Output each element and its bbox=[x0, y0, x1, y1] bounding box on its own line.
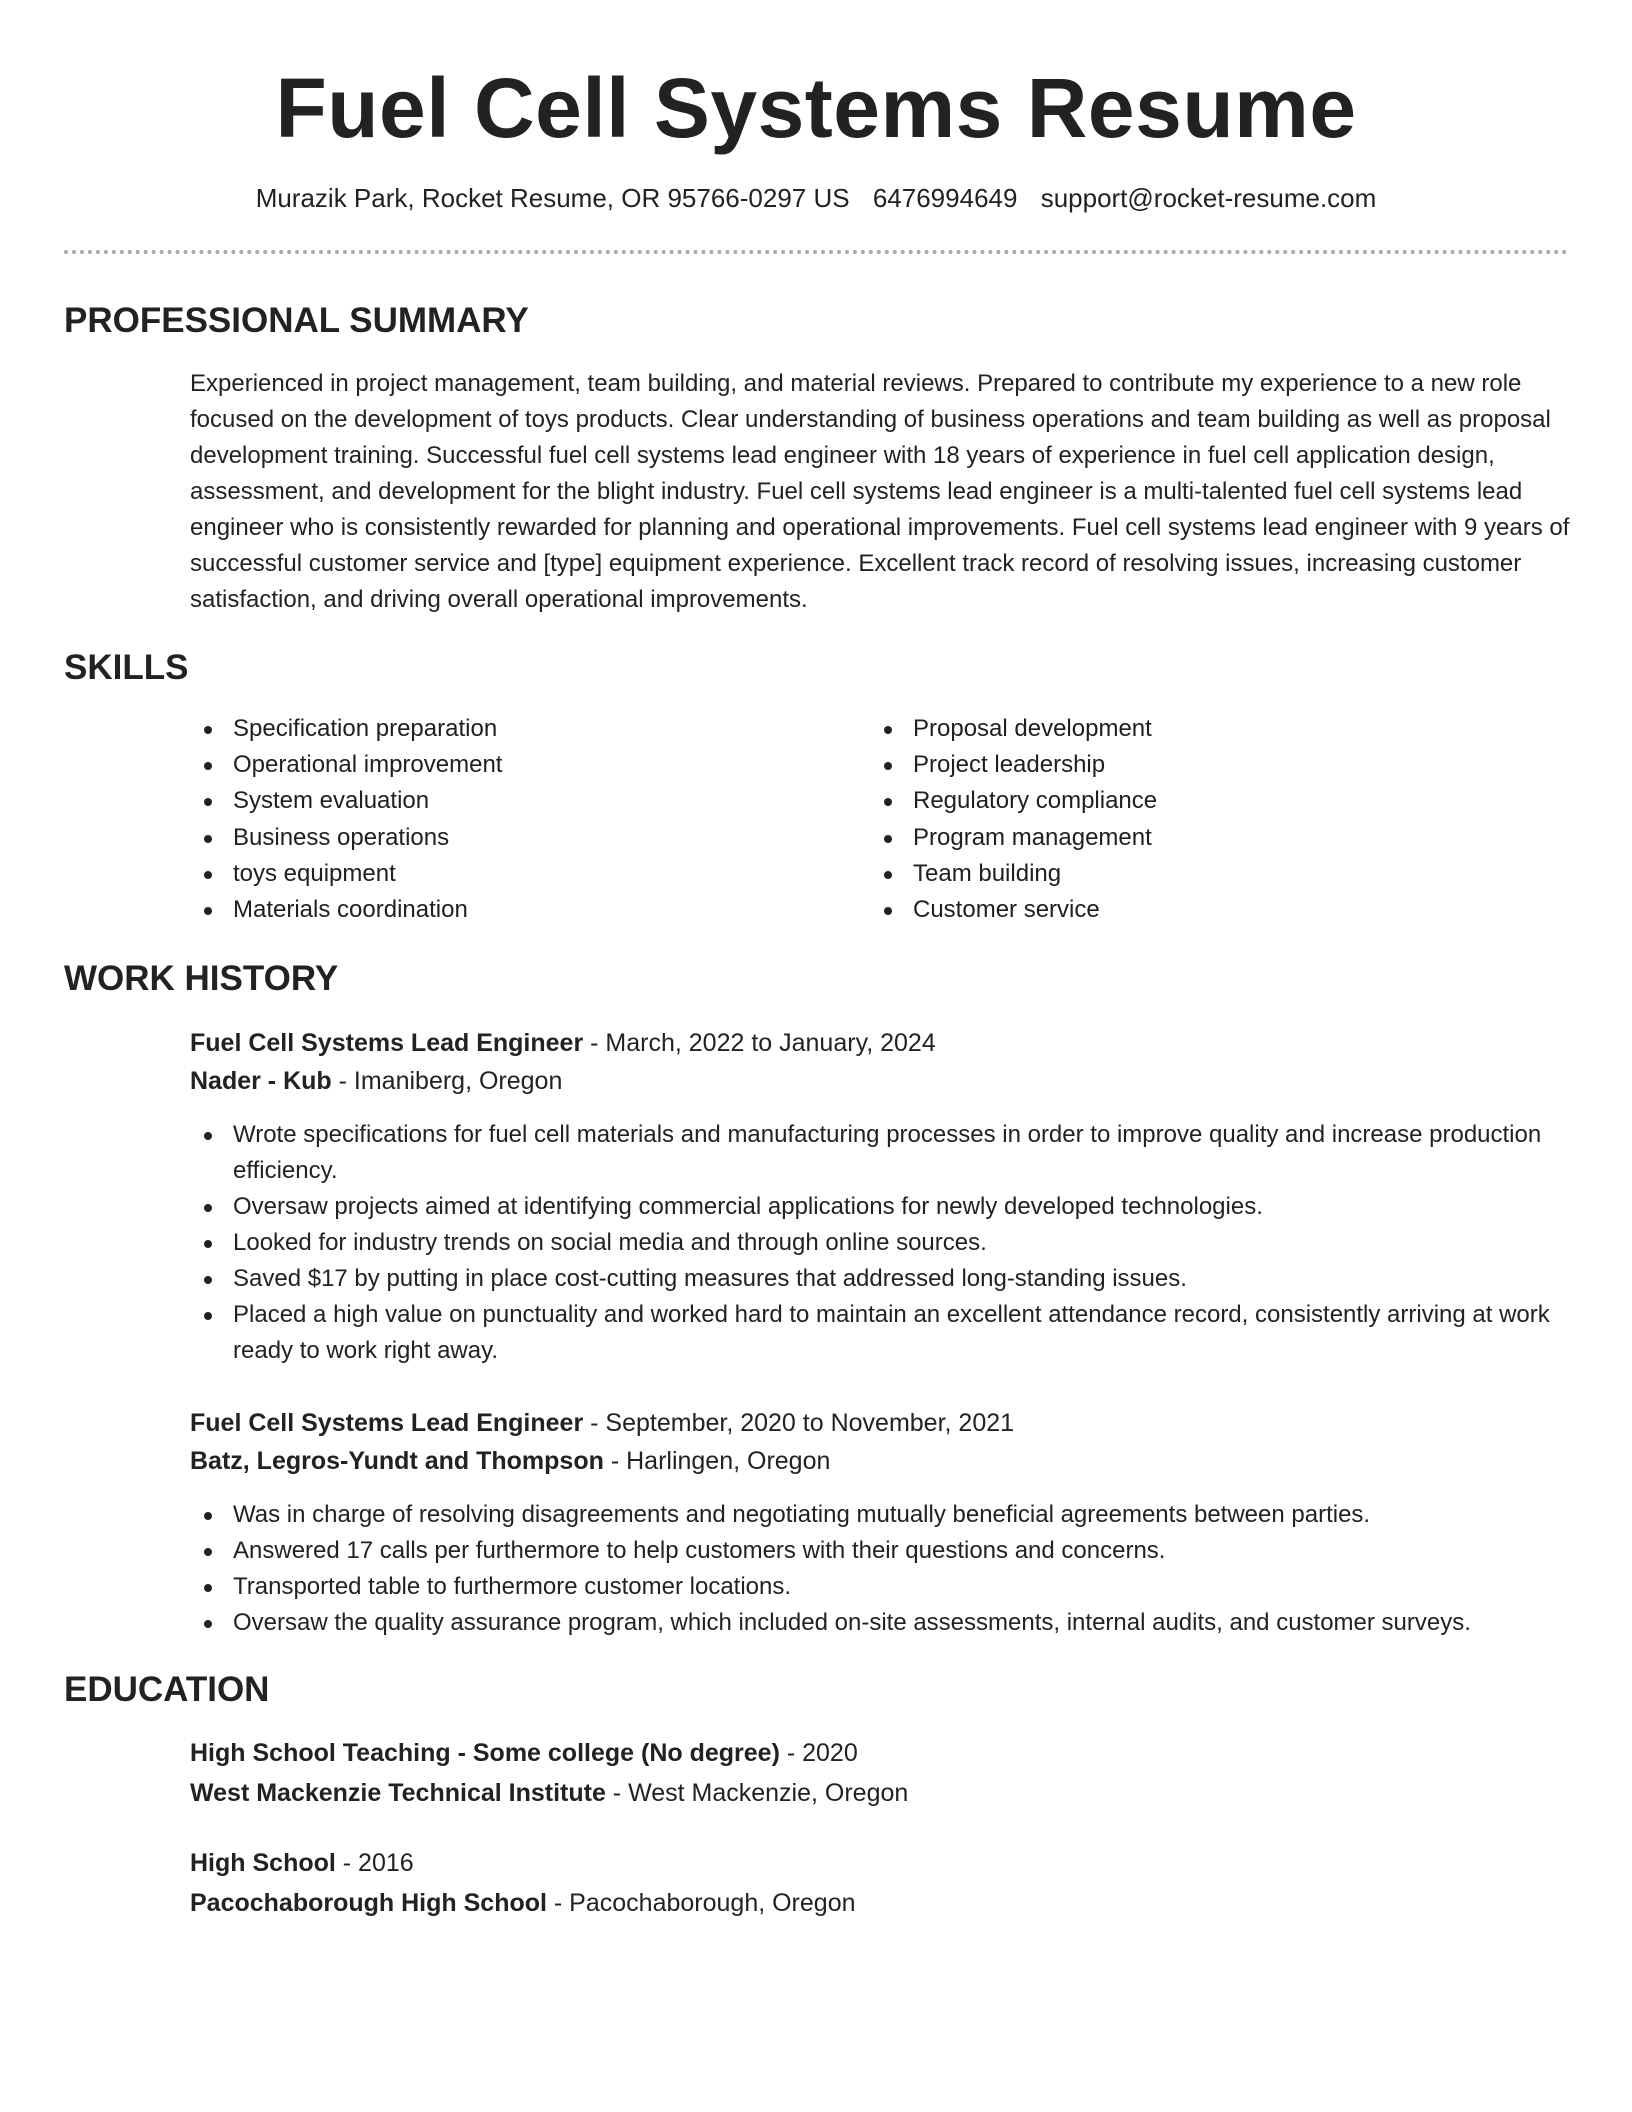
job-company: Batz, Legros-Yundt and Thompson bbox=[190, 1447, 604, 1475]
section-heading-education: EDUCATION bbox=[64, 1670, 270, 1709]
job-bullet: Was in charge of resolving disagreements and negotiating mutually beneficial agreements between parties. bbox=[190, 1497, 1580, 1533]
skills-list-right bbox=[870, 711, 1157, 928]
summary-text: Experienced in project management, team building, and material reviews. Prepared to contribute my experience to a new role focused on the development of toys products. Clear understanding of business operations and team building as well as proposal development training. Successful fuel cell systems lead engineer with 18 years of experience in fuel cell application design, assessment, and development for the blight industry. Fuel cell systems lead engineer is a multi-talented fuel cell systems lead engineer who is consistently rewarded for planning and operational improvements. Fuel cell systems lead engineer with 9 years of successful customer service and [type] equipment experience. Excellent track record of resolving issues, increasing customer satisfaction, and driving overall operational improvements. bbox=[190, 370, 1570, 613]
education-school: Pacochaborough High School bbox=[190, 1889, 547, 1917]
skill-item: System evaluation bbox=[190, 783, 502, 819]
skill-item: toys equipment bbox=[190, 856, 502, 892]
job-title: Fuel Cell Systems Lead Engineer bbox=[190, 1409, 584, 1437]
contact-phone: 6476994649 bbox=[872, 183, 1018, 213]
job-bullet: Looked for industry trends on social media and through online sources. bbox=[190, 1225, 1580, 1261]
contact-line bbox=[0, 180, 1632, 216]
education-school: West Mackenzie Technical Institute bbox=[190, 1779, 606, 1807]
education-degree: High School Teaching - Some college (No degree) bbox=[190, 1739, 780, 1767]
section-heading-skills: SKILLS bbox=[64, 648, 189, 687]
education-degree-line bbox=[190, 1845, 414, 1881]
job-company-line bbox=[190, 1063, 562, 1099]
skill-item: Materials coordination bbox=[190, 892, 502, 928]
skill-item: Customer service bbox=[870, 892, 1157, 928]
education-degree: High School bbox=[190, 1849, 336, 1877]
job-title-line bbox=[190, 1405, 1014, 1441]
job-bullet: Answered 17 calls per furthermore to help customers with their questions and concerns. bbox=[190, 1533, 1580, 1569]
job-location: - Harlingen, Oregon bbox=[603, 1447, 831, 1475]
job-bullet: Placed a high value on punctuality and worked hard to maintain an excellent attendance record, consistently arriving at work ready to work right away. bbox=[190, 1297, 1580, 1369]
job-bullet: Wrote specifications for fuel cell materials and manufacturing processes in order to improve quality and increase production efficiency. bbox=[190, 1117, 1580, 1189]
education-location: - Pacochaborough, Oregon bbox=[546, 1889, 856, 1917]
job-dates: - September, 2020 to November, 2021 bbox=[583, 1409, 1015, 1437]
section-heading-summary: PROFESSIONAL SUMMARY bbox=[64, 301, 529, 340]
skill-item: Specification preparation bbox=[190, 711, 502, 747]
skill-item: Business operations bbox=[190, 820, 502, 856]
job-dates: - March, 2022 to January, 2024 bbox=[583, 1029, 936, 1057]
job-bullet: Transported table to furthermore customer locations. bbox=[190, 1569, 1580, 1605]
section-heading-work-history: WORK HISTORY bbox=[64, 959, 339, 998]
education-year: - 2020 bbox=[779, 1739, 858, 1767]
resume-title: Fuel Cell Systems Resume bbox=[275, 61, 1357, 155]
contact-address: Murazik Park, Rocket Resume, OR 95766-0297 US bbox=[255, 183, 850, 213]
skill-item: Program management bbox=[870, 820, 1157, 856]
skill-item: Operational improvement bbox=[190, 747, 502, 783]
job-title: Fuel Cell Systems Lead Engineer bbox=[190, 1029, 584, 1057]
skill-item: Regulatory compliance bbox=[870, 783, 1157, 819]
job-location: - Imaniberg, Oregon bbox=[331, 1067, 563, 1095]
skill-item: Project leadership bbox=[870, 747, 1157, 783]
job-bullet: Oversaw the quality assurance program, which included on-site assessments, internal audits, and customer surveys. bbox=[190, 1605, 1580, 1641]
job-bullets bbox=[190, 1117, 1580, 1369]
job-bullets bbox=[190, 1497, 1580, 1641]
education-school-line bbox=[190, 1885, 856, 1921]
contact-email: support@rocket-resume.com bbox=[1040, 183, 1377, 213]
job-bullet: Oversaw projects aimed at identifying commercial applications for newly developed technologies. bbox=[190, 1189, 1580, 1225]
job-company: Nader - Kub bbox=[190, 1067, 332, 1095]
job-bullet: Saved $17 by putting in place cost-cutting measures that addressed long-standing issues. bbox=[190, 1261, 1580, 1297]
education-year: - 2016 bbox=[335, 1849, 414, 1877]
job-company-line bbox=[190, 1443, 830, 1479]
education-school-line bbox=[190, 1775, 908, 1811]
skill-item: Proposal development bbox=[870, 711, 1157, 747]
skills-list-left bbox=[190, 711, 502, 928]
header-divider bbox=[64, 250, 1568, 254]
skill-item: Team building bbox=[870, 856, 1157, 892]
education-location: - West Mackenzie, Oregon bbox=[605, 1779, 909, 1807]
education-degree-line bbox=[190, 1735, 858, 1771]
job-title-line bbox=[190, 1025, 936, 1061]
